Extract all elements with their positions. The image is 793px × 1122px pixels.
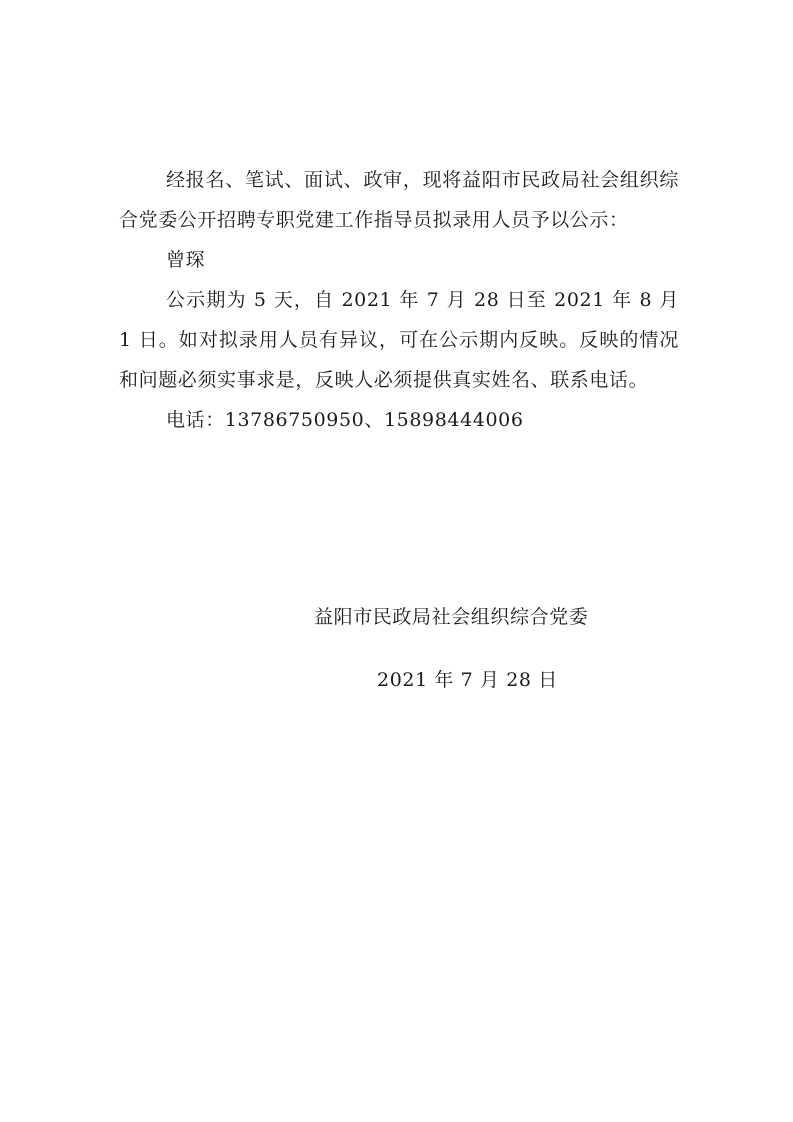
contact-phone: 电话：13786750950、15898444006 <box>166 409 524 431</box>
candidate-name: 曾琛 <box>166 249 206 271</box>
signature-date: 2021 年 7 月 28 日 <box>377 669 558 691</box>
notice-body <box>119 160 679 440</box>
publicity-period-paragraph: 公示期为 5 天，自 2021 年 7 月 28 日至 2021 年 8 月 1 日。如对拟录用人员有异议，可在公示期内反映。反映的情况和问题必须实事求是，反映人必须提供真实姓名、联系电话。 <box>119 289 679 391</box>
intro-paragraph: 经报名、笔试、面试、政审，现将益阳市民政局社会组织综合党委公开招聘专职党建工作指导员拟录用人员予以公示： <box>119 169 679 231</box>
signature-organization: 益阳市民政局社会组织综合党委 <box>314 606 589 628</box>
